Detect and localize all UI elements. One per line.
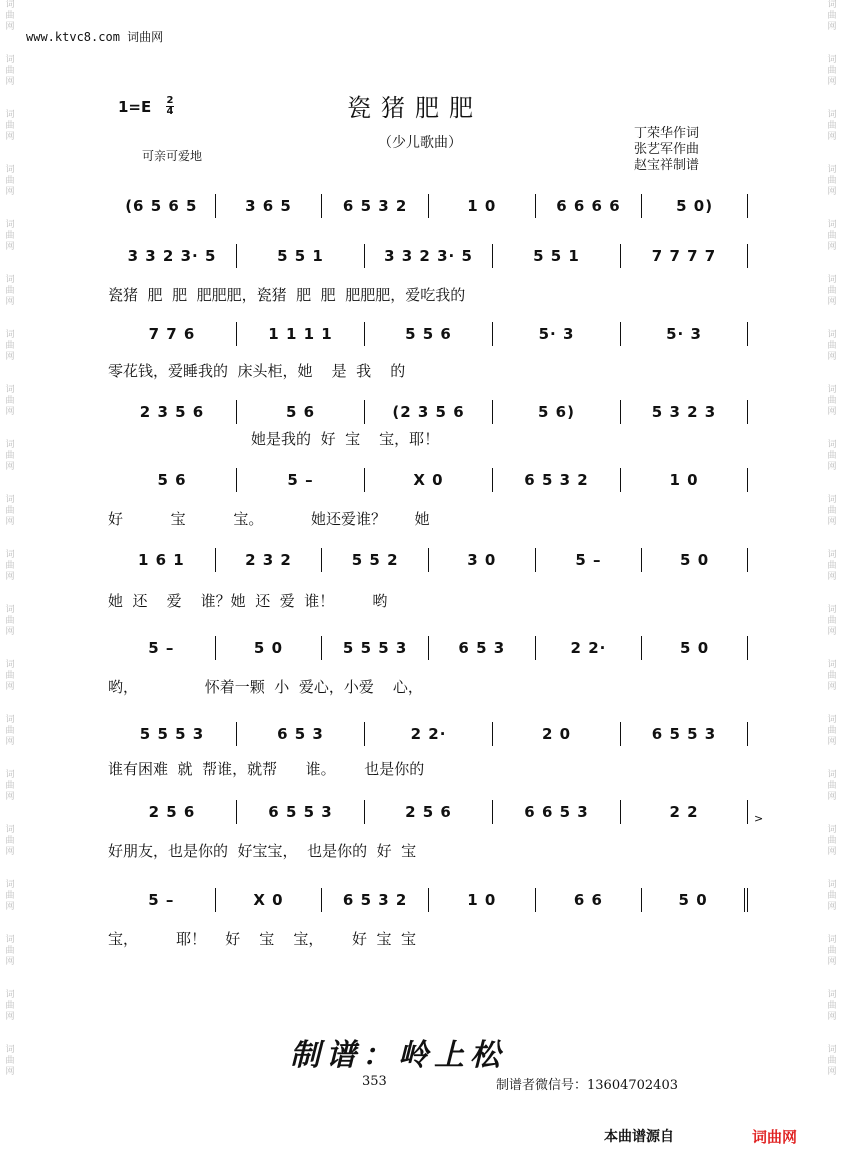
measure: 1 0 bbox=[428, 194, 535, 218]
measure: 5 0 bbox=[215, 636, 322, 660]
arranger-credit: 赵宝祥制谱 bbox=[634, 158, 700, 173]
score-line bbox=[108, 800, 748, 824]
measure: 3 3 2 3· 5 bbox=[364, 244, 492, 268]
measure: 5 5 2 bbox=[321, 548, 428, 572]
time-signature-bottom: 4 bbox=[166, 106, 174, 117]
measure: 3 6 5 bbox=[215, 194, 322, 218]
lyricist-credit: 丁荣华作词 bbox=[634, 126, 700, 141]
measure: 1 6 1 bbox=[137, 551, 185, 569]
measure: 5 5 6 bbox=[364, 322, 492, 346]
arranger-wechat: 制谱者微信号：13604702403 bbox=[496, 1078, 678, 1093]
measure: 2 5 6 bbox=[148, 803, 196, 821]
measure: 6 6 bbox=[535, 888, 642, 912]
measure: 5 5 5 3 bbox=[139, 725, 205, 743]
credits bbox=[634, 126, 699, 174]
measure: 5 0 bbox=[641, 548, 748, 572]
measure: 5 0 bbox=[641, 888, 748, 912]
measure: 2 2 bbox=[620, 800, 748, 824]
measure: 5 3 2 3 bbox=[620, 400, 748, 424]
measure: 6 5 3 bbox=[428, 636, 535, 660]
measure: 5 – bbox=[535, 548, 642, 572]
measure: 6 5 3 bbox=[236, 722, 364, 746]
measure: 7 7 6 bbox=[148, 325, 196, 343]
measure: X 0 bbox=[364, 468, 492, 492]
measure: 6 6 6 6 bbox=[535, 194, 642, 218]
lyric-line: 好 宝 宝。 她还爱谁？ 她 bbox=[108, 510, 430, 528]
page-number: 353 bbox=[362, 1074, 387, 1089]
measure: 2 5 6 bbox=[364, 800, 492, 824]
lyric-line: 哟， 怀着一颗 小 爱心，小爱 心， bbox=[108, 678, 423, 696]
lyric-line: 好朋友，也是你的 好宝宝， 也是你的 好 宝 bbox=[108, 842, 417, 860]
measure: 5 0 bbox=[641, 636, 748, 660]
measure: 6 5 3 2 bbox=[492, 468, 620, 492]
site-header: www.ktvc8.com 词曲网 bbox=[26, 30, 164, 44]
measure: 1 1 1 1 bbox=[236, 322, 364, 346]
tempo-marking: 可亲可爱地 bbox=[142, 149, 203, 163]
measure: 6 5 5 3 bbox=[236, 800, 364, 824]
lyric-line: 瓷猪 肥 肥 肥肥肥，瓷猪 肥 肥 肥肥肥，爱吃我的 bbox=[108, 286, 466, 304]
lyric-line: 宝， 耶！ 好 宝 宝， 好 宝 宝 bbox=[108, 930, 417, 948]
measure: 2 2· bbox=[535, 636, 642, 660]
measure: X 0 bbox=[215, 888, 322, 912]
measure: 5 6 bbox=[236, 400, 364, 424]
arranger-signature: 制谱：岭上松 bbox=[290, 1038, 506, 1073]
measure: 1 0 bbox=[428, 888, 535, 912]
measure: 6 5 3 2 bbox=[321, 888, 428, 912]
song-subtitle: （少儿歌曲） bbox=[378, 135, 462, 151]
source-label: 本曲谱源自 bbox=[604, 1129, 674, 1145]
measure: 5 5 5 3 bbox=[321, 636, 428, 660]
lyric-line: 她 还 爱 谁？她 还 爱 谁！ 哟 bbox=[108, 592, 388, 610]
lyric-line: 谁有困难 就 帮谁，就帮 谁。 也是你的 bbox=[108, 760, 425, 778]
measure: (6 5 6 5 bbox=[125, 197, 198, 215]
lyric-line: 她是我的 好 宝 宝，耶！ bbox=[108, 430, 440, 448]
measure: 5· 3 bbox=[620, 322, 748, 346]
measure: 2 3 2 bbox=[215, 548, 322, 572]
right-watermark-strip: 词 曲 网 词 曲 网 词 曲 网 词 曲 网 词 曲 网 词 曲 网 词 曲 网 词 曲 网 词 曲 网 词 曲 网 词 曲 网 词 曲 网 词 曲 网 词 曲 网 词 曲 网 词 曲 网 词 曲 网 词 曲 网 词 曲 网 词 曲 网 bbox=[827, 0, 837, 1077]
score-line bbox=[108, 322, 748, 346]
score-line bbox=[108, 468, 748, 492]
score-line bbox=[108, 722, 748, 746]
score-line bbox=[108, 888, 748, 912]
measure: 7 7 7 7 bbox=[620, 244, 748, 268]
measure: 6 5 3 2 bbox=[321, 194, 428, 218]
measure: 5 6 bbox=[157, 471, 187, 489]
composer-credit: 张艺军作曲 bbox=[634, 142, 700, 157]
score-line bbox=[108, 244, 748, 268]
continuation-mark: > bbox=[754, 812, 764, 825]
measure: 3 0 bbox=[428, 548, 535, 572]
measure: 5 0) bbox=[641, 194, 748, 218]
measure: 6 6 5 3 bbox=[492, 800, 620, 824]
left-watermark-strip: 词 曲 网 词 曲 网 词 曲 网 词 曲 网 词 曲 网 词 曲 网 词 曲 网 词 曲 网 词 曲 网 词 曲 网 词 曲 网 词 曲 网 词 曲 网 词 曲 网 词 曲 网 词 曲 网 词 曲 网 词 曲 网 词 曲 网 词 曲 网 bbox=[5, 0, 15, 1077]
time-signature bbox=[166, 96, 174, 117]
measure: 5 – bbox=[148, 891, 175, 909]
key-signature: 1=E bbox=[118, 98, 152, 116]
score-line bbox=[108, 194, 748, 218]
measure: 5 – bbox=[236, 468, 364, 492]
measure: 1 0 bbox=[620, 468, 748, 492]
measure: 5 5 1 bbox=[236, 244, 364, 268]
song-title: 瓷猪肥肥 bbox=[347, 94, 483, 122]
measure: 2 0 bbox=[492, 722, 620, 746]
time-signature-top: 2 bbox=[166, 95, 174, 106]
source-brand: 词曲网 bbox=[752, 1128, 798, 1146]
score-line bbox=[108, 636, 748, 660]
measure: 5 5 1 bbox=[492, 244, 620, 268]
measure: 2 2· bbox=[364, 722, 492, 746]
measure: 5 6) bbox=[492, 400, 620, 424]
measure: 5 – bbox=[148, 639, 175, 657]
measure: 2 3 5 6 bbox=[139, 403, 205, 421]
measure: 5· 3 bbox=[492, 322, 620, 346]
score-line bbox=[108, 548, 748, 572]
score-line bbox=[108, 400, 748, 424]
lyric-line: 零花钱，爱睡我的 床头柜，她 是 我 的 bbox=[108, 362, 406, 380]
measure: 6 5 5 3 bbox=[620, 722, 748, 746]
measure: (2 3 5 6 bbox=[364, 400, 492, 424]
measure: 3 3 2 3· 5 bbox=[127, 247, 217, 265]
